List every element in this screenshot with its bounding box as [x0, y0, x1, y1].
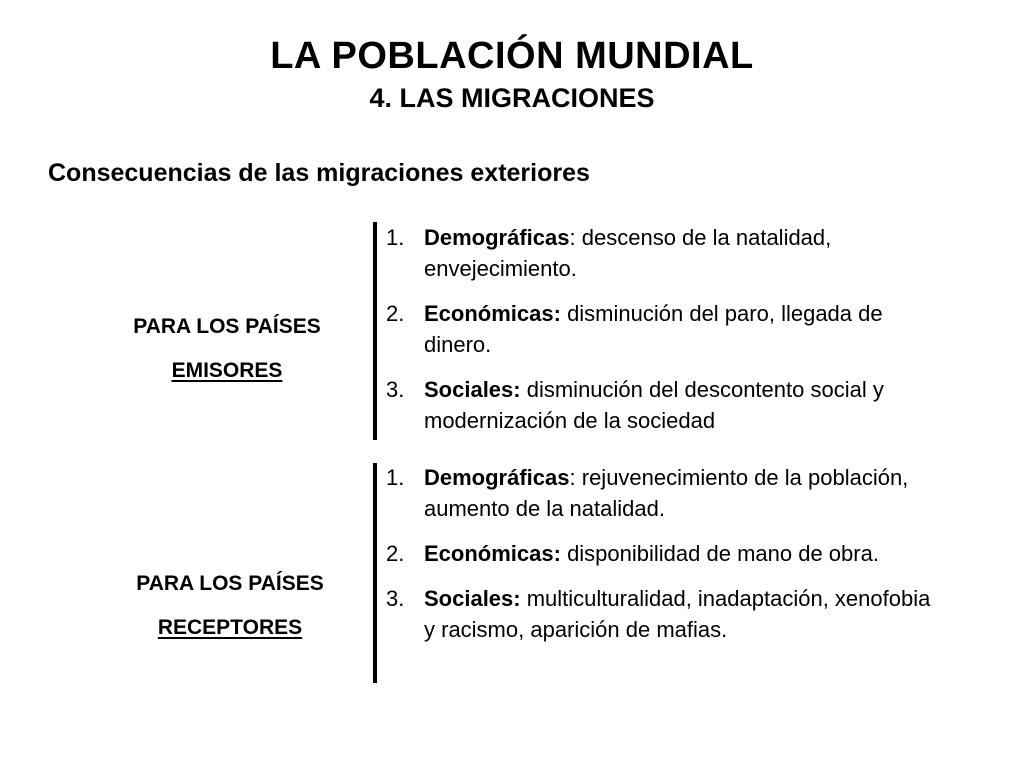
emisores-label-line2: EMISORES [171, 359, 283, 382]
receptores-label-line2: RECEPTORES [157, 616, 303, 639]
item-term: Económicas: [424, 541, 561, 566]
item-separator: : [569, 225, 582, 250]
list-item [386, 298, 946, 360]
list-item [386, 583, 946, 645]
item-term: Económicas: [424, 301, 561, 326]
emisores-label [97, 305, 357, 393]
emisores-consequences-list [386, 222, 946, 450]
list-item [386, 462, 946, 524]
item-text: disponibilidad de mano de obra. [567, 541, 879, 566]
item-number: 3. [386, 377, 405, 402]
item-number: 1. [386, 465, 405, 490]
item-separator: : [569, 465, 582, 490]
emisores-label-line1: PARA LOS PAÍSES [133, 315, 321, 338]
item-term: Demográficas [424, 465, 570, 490]
section-heading: Consecuencias de las migraciones exteriores [48, 159, 590, 187]
item-number: 1. [386, 225, 405, 250]
list-item [386, 222, 946, 284]
list-item [386, 538, 946, 569]
item-number: 2. [386, 301, 405, 326]
item-term: Demográficas [424, 225, 570, 250]
receptores-consequences-list [386, 462, 946, 659]
item-text: descenso de la natalidad, envejecimiento. [424, 225, 832, 281]
receptores-label [100, 562, 360, 650]
item-term: Sociales: [424, 586, 521, 611]
item-text: multiculturalidad, inadaptación, xenofobia y racismo, aparición de mafias. [424, 586, 931, 642]
item-text: disminución del paro, llegada de dinero. [424, 301, 883, 357]
receptores-label-line1: PARA LOS PAÍSES [136, 572, 324, 595]
item-term: Sociales: [424, 377, 521, 402]
item-text: disminución del descontento social y modernización de la sociedad [424, 377, 884, 433]
receptores-bracket-bar [373, 463, 377, 683]
page-title: LA POBLACIÓN MUNDIAL [270, 35, 754, 77]
page-subtitle: 4. LAS MIGRACIONES [369, 83, 655, 113]
emisores-bracket-bar [373, 222, 377, 440]
item-text: rejuvenecimiento de la población, aumento de la natalidad. [424, 465, 909, 521]
list-item [386, 374, 946, 436]
item-number: 3. [386, 586, 405, 611]
item-number: 2. [386, 541, 405, 566]
